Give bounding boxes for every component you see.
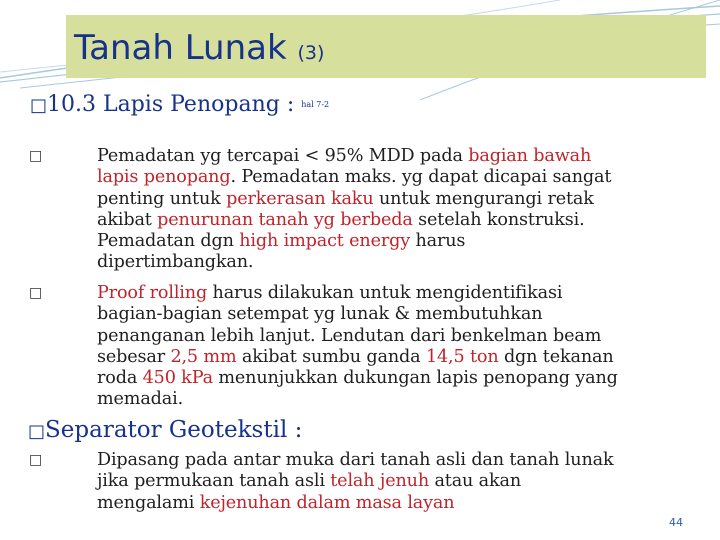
text-line [97, 231, 717, 252]
page-number: 44 [669, 516, 683, 529]
text-line [97, 389, 717, 410]
body-text: akibat [97, 209, 158, 230]
page-reference: hal 7-2 [301, 100, 330, 109]
body-text: jika permukaan tanah asli [97, 471, 331, 492]
text-line [97, 347, 717, 368]
highlighted-text: kejenuhan dalam masa layan [199, 492, 455, 513]
text-line [97, 210, 717, 231]
text-line [97, 326, 717, 347]
bullet-square-icon: □ [29, 285, 43, 301]
body-text: atau akan [429, 471, 522, 492]
body-text: penanganan lebih lanjut. Lendutan dari benkelman beam [97, 325, 602, 346]
body-text: setelah konstruksi. [412, 209, 585, 230]
highlighted-text: 14,5 ton [425, 346, 499, 367]
text-line [97, 189, 717, 210]
highlighted-text: perkerasan kaku [226, 188, 374, 209]
body-text: mengalami [97, 492, 200, 513]
paragraph-compaction [97, 146, 717, 274]
section-heading-text: Separator Geotekstil : [45, 417, 303, 443]
body-text: memadai. [97, 389, 184, 410]
text-line [97, 304, 717, 325]
highlighted-text: telah jenuh [330, 471, 429, 492]
highlighted-text: 450 kPa [142, 368, 213, 389]
paragraph-proof-rolling [97, 283, 717, 411]
highlighted-text: bagian bawah [468, 146, 592, 166]
body-text: penting untuk [97, 188, 227, 209]
text-line [97, 283, 717, 304]
highlighted-text: penurunan tanah yg berbeda [157, 209, 413, 230]
body-text: Pemadatan dgn [97, 231, 240, 252]
body-text: untuk mengurangi retak [373, 188, 594, 209]
bullet-square-icon: □ [29, 148, 43, 164]
highlighted-text: Proof rolling [97, 283, 208, 303]
highlighted-text: high impact energy [239, 231, 411, 252]
body-text: harus dilakukan untuk mengidentifikasi [207, 283, 563, 303]
text-line [97, 368, 717, 389]
bullet-square-icon: □ [29, 452, 43, 468]
highlighted-text: lapis penopang [97, 167, 231, 188]
text-line [97, 146, 717, 167]
body-text: . Pemadatan maks. yg dapat dicapai sangat [230, 167, 612, 188]
highlighted-text: 2,5 mm [170, 346, 237, 367]
title-banner [66, 15, 706, 78]
body-text: Pemadatan yg tercapai < 95% MDD pada [97, 146, 469, 166]
body-text: roda [97, 368, 143, 389]
text-line [97, 252, 717, 273]
body-text: sebesar [97, 346, 171, 367]
body-text: bagian-bagian setempat yg lunak & membutuhkan [97, 304, 543, 325]
section-heading-separator [28, 419, 302, 442]
text-line [97, 450, 717, 471]
body-text: dipertimbangkan. [97, 252, 254, 273]
body-text: akibat sumbu ganda [236, 346, 426, 367]
text-line [97, 493, 717, 514]
title-number: (3) [297, 42, 325, 64]
body-text: dgn tekanan [498, 346, 614, 367]
body-text: menunjukkan dukungan lapis penopang yang [212, 368, 618, 389]
text-line [97, 471, 717, 492]
body-text: harus [410, 231, 466, 252]
body-text: Dipasang pada antar muka dari tanah asli dan tanah lunak [97, 450, 614, 470]
text-line [97, 167, 717, 188]
section-bullet-icon: □ [30, 95, 48, 116]
slide-title [74, 28, 325, 68]
title-main: Tanah Lunak [74, 28, 287, 68]
section-bullet-icon: □ [28, 421, 46, 442]
section-heading-text: 10.3 Lapis Penopang : [47, 92, 295, 117]
section-heading-lapis-penopang [30, 94, 329, 116]
paragraph-geotextile [97, 450, 717, 514]
